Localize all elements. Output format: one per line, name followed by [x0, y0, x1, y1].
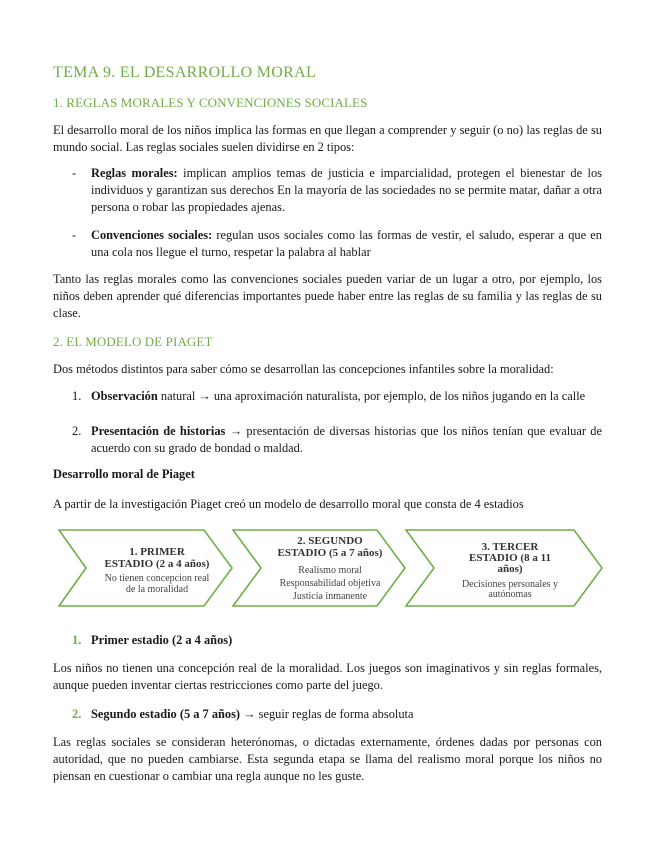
- subheading-text: Desarrollo moral de Piaget: [53, 467, 195, 481]
- stage-term: Segundo estadio (5 a 7 años): [91, 707, 241, 721]
- list-number: 2.: [72, 424, 82, 438]
- list-number: 2.: [72, 707, 82, 721]
- section-1-closing: Tanto las reglas morales como las convenciones sociales pueden variar de un lugar a otro, por ejemplo, los niños deben aprender qué diferencias importantes puede haber entre las reglas de su familia y las reglas de su clase.: [53, 272, 602, 320]
- stage-item-text: [91, 706, 602, 723]
- stage-item-text: [91, 632, 602, 649]
- stage-1-title-1: 1. PRIMER: [129, 546, 185, 558]
- bullet-body: implican amplios temas de justicia e imparcialidad, protegen el bienestar de los individuos y garantizan sus derechos En la mayoría de las sociedades no se permite matar, dañar a otra persona o robar las propiedades ajenas.: [91, 166, 602, 214]
- method-body: natural → una aproximación naturalista, por ejemplo, de los niños jugando en la calle: [157, 389, 586, 403]
- bullet-dash: -: [72, 166, 77, 180]
- stage-term: Primer estadio (2 a 4 años): [91, 633, 233, 647]
- page-title: TEMA 9. EL DESARROLLO MORAL: [53, 64, 317, 81]
- stage-1-paragraph: Los niños no tienen una concepción real de la moralidad. Los juegos son imaginativos y sin reglas formales, aunque pueden inventar ciertas restricciones como parte del juego.: [53, 661, 602, 692]
- method-term: Presentación de historias: [91, 424, 226, 438]
- stage-3-title-1: 3. TERCER: [481, 541, 539, 553]
- method-term: Observación: [91, 389, 158, 403]
- method-text: [91, 423, 602, 457]
- stage-2-desc-2: Responsabilidad objetiva: [279, 578, 381, 589]
- bullet-body: regulan usos sociales como las formas de vestir, el saludo, esperar a que en una cola nos llegue el turno, respetar la palabra al hablar: [91, 228, 602, 259]
- method-text: [91, 388, 602, 405]
- stage-3-chevron: [406, 530, 602, 606]
- stage-3-desc-1: Decisiones personales y: [461, 579, 559, 590]
- bullet-text: [91, 227, 602, 261]
- stage-body: → seguir reglas de forma absoluta: [240, 707, 414, 721]
- stage-2-paragraph: Las reglas sociales se consideran heterónomas, o dictadas externamente, órdenes dadas por personas con autoridad, que no pueden cambiarse. Esta segunda etapa se llama del realismo moral porque los niños no piensan en cuestionar o cambiar una regla aunque no les guste.: [53, 735, 602, 783]
- stage-3-desc-2: autónomas: [488, 589, 532, 600]
- subheading-piaget: [53, 466, 602, 483]
- stage-3-title-2: ESTADIO (8 a 11: [468, 552, 552, 564]
- stage-3-title-3: años): [497, 563, 523, 575]
- stage-2-title-2: ESTADIO (5 a 7 años): [277, 547, 383, 559]
- stage-1-title-2: ESTADIO (2 a 4 años): [104, 558, 210, 570]
- list-number: 1.: [72, 633, 82, 647]
- stage-1-chevron: [59, 530, 232, 606]
- method-body: → presentación de diversas historias que los niños tenían que evaluar de acuerdo con su grado de bondad o maldad.: [91, 424, 602, 455]
- bullet-term: Reglas morales:: [91, 166, 178, 180]
- stages-diagram: [58, 529, 604, 609]
- section-1-intro: El desarrollo moral de los niños implica las formas en que llegan a comprender y seguir (o no) las reglas de su mundo social. Las reglas sociales suelen dividirse en 2 tipos:: [53, 123, 602, 154]
- stage-1-desc-1: No tienen concepcion real: [104, 573, 210, 584]
- stage-2-desc-3: Justicia inmanente: [292, 591, 368, 602]
- stage-1-desc-2: de la moralidad: [125, 584, 189, 595]
- section-2-intro: Dos métodos distintos para saber cómo se desarrollan las concepciones infantiles sobre la moralidad:: [53, 362, 554, 376]
- bullet-dash: -: [72, 228, 77, 242]
- list-number: 1.: [72, 389, 82, 403]
- model-intro: A partir de la investigación Piaget creó un modelo de desarrollo moral que consta de 4 estadios: [53, 497, 524, 511]
- section-1-heading: 1. REGLAS MORALES Y CONVENCIONES SOCIALES: [53, 95, 368, 110]
- bullet-text: [91, 165, 602, 216]
- stage-2-desc-1: Realismo moral: [298, 565, 362, 576]
- section-2-heading: 2. EL MODELO DE PIAGET: [53, 334, 213, 349]
- stage-2-title-1: 2. SEGUNDO: [297, 535, 363, 547]
- bullet-term: Convenciones sociales:: [91, 228, 213, 242]
- stage-2-chevron: [233, 530, 405, 606]
